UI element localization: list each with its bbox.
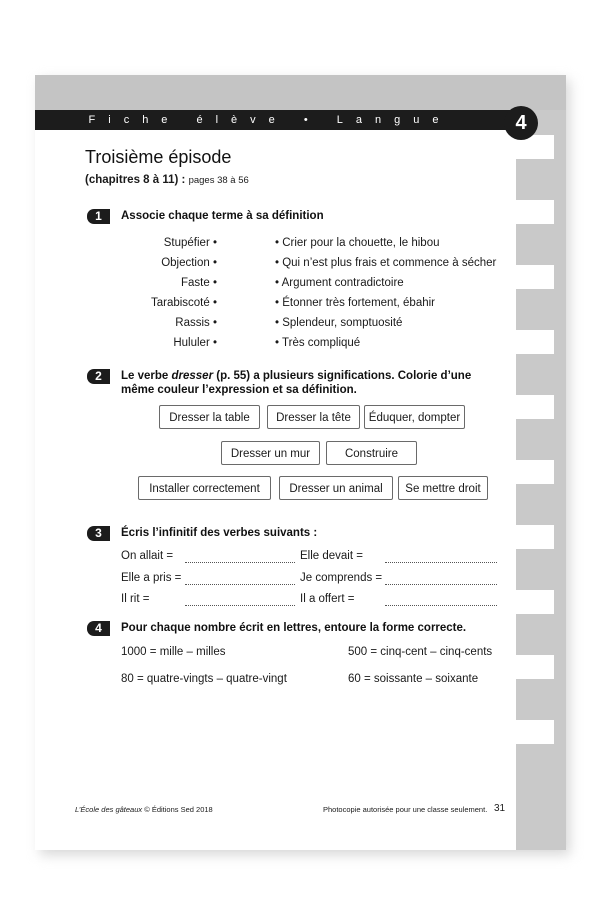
definition-box[interactable]: Construire [326,441,417,465]
index-tab [516,265,554,289]
index-tab [516,460,554,484]
term-item[interactable]: Faste • [181,277,217,289]
definition-item[interactable]: • Qui n’est plus frais et commence à sécher [275,257,497,269]
book-title: L’École des gâteaux [75,805,143,814]
term-item[interactable]: Objection • [161,257,217,269]
top-gray-margin [35,75,566,110]
expression-box[interactable]: Dresser un mur [221,441,320,465]
question-text: Le verbe [121,370,172,382]
header-band-text: Fiche élève • Langue [88,114,452,126]
index-tab [516,655,554,679]
verb-label: Il rit = [121,593,150,605]
definition-item[interactable]: • Splendeur, somptuosité [275,317,403,329]
exercise-4-question: Pour chaque nombre écrit en lettres, entoure la forme correcte. [121,622,467,634]
exercise-2-number: 2 [87,369,110,384]
answer-line[interactable] [185,562,295,563]
index-tab [516,200,554,224]
definition-box[interactable]: Se mettre droit [398,476,488,500]
definition-item[interactable]: • Crier pour la chouette, le hibou [275,237,440,249]
term-item[interactable]: Rassis • [175,317,217,329]
expression-box[interactable]: Dresser la tête [267,405,360,429]
exercise-2-question [121,369,491,397]
exercise-4-number: 4 [87,621,110,636]
number-choice[interactable]: 60 = soissante – soixante [348,673,479,685]
index-tab [516,395,554,419]
definition-item[interactable]: • Argument contradictoire [275,277,404,289]
answer-line[interactable] [185,584,295,585]
chapters-text: (chapitres 8 à 11) : [85,174,186,186]
term-item[interactable]: Tarabiscoté • [150,297,217,309]
term-item[interactable]: Stupéfier • [163,237,217,249]
index-tab [516,330,554,354]
answer-line[interactable] [385,584,497,585]
exercise-1-question: Associe chaque terme à sa définition [121,210,324,222]
definition-box[interactable]: Éduquer, dompter [364,405,465,429]
number-choice[interactable]: 80 = quatre-vingts – quatre-vingt [121,673,287,685]
exercise-3-number: 3 [87,526,110,541]
sheet-number-badge: 4 [504,106,538,140]
publisher-text: © Éditions Sed 2018 [142,805,213,814]
question-text: (p. 55) a plusieurs significations. Colorie d’une même couleur l’expression et sa définition. [121,370,472,396]
index-tab [516,525,554,549]
exercise-1-number: 1 [87,209,110,224]
definition-item[interactable]: • Étonner très fortement, ébahir [275,297,435,309]
page-title: Troisième épisode [85,147,232,167]
term-item[interactable]: Hululer • [173,337,217,349]
expression-box[interactable]: Dresser la table [159,405,260,429]
exercise-3-question: Écris l’infinitif des verbes suivants : [121,527,318,539]
index-tab [516,590,554,614]
number-choice[interactable]: 500 = cinq-cent – cinq-cents [348,646,493,658]
page-number: 31 [494,803,506,814]
answer-line[interactable] [185,605,295,606]
answer-line[interactable] [385,562,497,563]
verb-label: On allait = [121,550,174,562]
expression-box[interactable]: Dresser un animal [279,476,393,500]
number-choice[interactable]: 1000 = mille – milles [121,646,226,658]
footer-notice: Photocopie autorisée pour une classe seulement. [323,805,488,814]
index-tab [516,720,554,744]
verb-label: Je comprends = [300,572,383,584]
worksheet-page [35,75,566,850]
verb-label: Il a offert = [300,593,355,605]
verb-label: Elle a pris = [121,572,182,584]
definition-item[interactable]: • Très compliqué [275,337,361,349]
footer-credit [75,805,213,814]
page-subtitle [85,174,249,186]
definition-box[interactable]: Installer correctement [138,476,271,500]
pages-text: pages 38 à 56 [188,175,249,186]
verb-label: Elle devait = [300,550,363,562]
answer-line[interactable] [385,605,497,606]
verb-dresser: dresser [171,370,214,382]
